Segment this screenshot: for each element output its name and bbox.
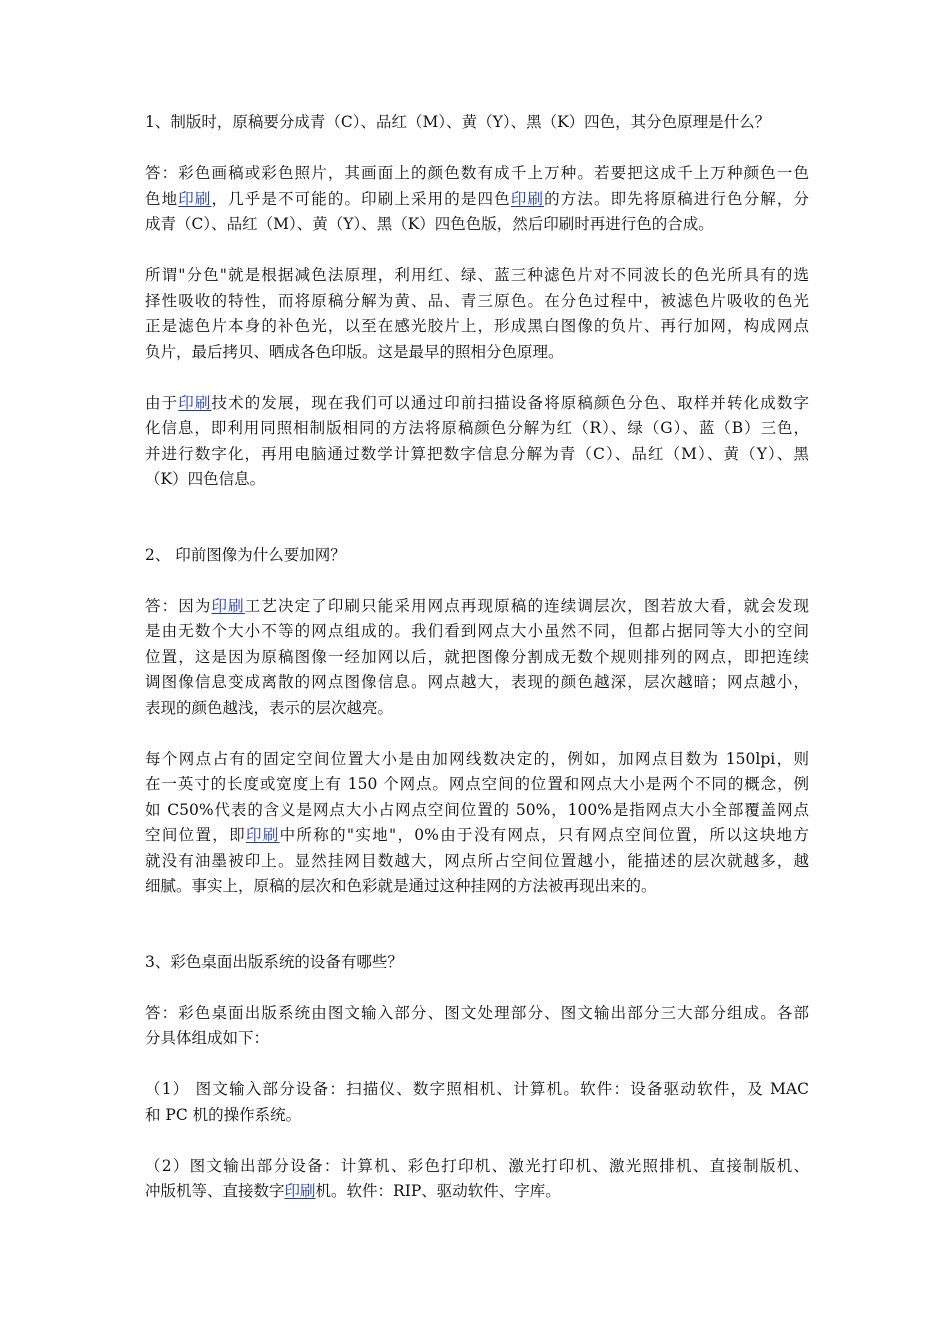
q2-answer-paragraph-1 <box>145 594 809 722</box>
text-span: 由于 <box>145 393 179 412</box>
paragraph-line: 并进行数字化，再用电脑通过数学计算把数字信息分解为青（C）、品红（M）、黄（Y）、黑 <box>145 444 809 463</box>
paragraph-line: 分具体组成如下： <box>145 1029 270 1047</box>
paragraph-line: 调图像信息变成离散的网点图像信息。网点越大，表现的颜色越深，层次越暗；网点越小， <box>145 673 809 691</box>
text-span: 的方法。即先将原稿进行色分解，分 <box>544 189 809 208</box>
paragraph-line: （1） 图文输入部分设备：扫描仪、数字照相机、计算机。软件：设备驱动软件，及 MAC <box>145 1080 809 1098</box>
paragraph-line: 表现的颜色越浅，表示的层次越亮。 <box>145 698 394 717</box>
text-span: 中所称的"实地"，0%由于没有网点，只有网点空间位置，所以这块地方 <box>279 826 809 844</box>
paragraph-line: 位置，这是因为原稿图像一经加网以后，就把图像分割成无数个规则排列的网点，即把连续 <box>145 647 809 666</box>
paragraph-line: 在一英寸的长度或宽度上有 150 个网点。网点空间的位置和网点大小是两个不同的概念，例 <box>145 775 809 793</box>
printing-link[interactable]: 印刷 <box>284 1182 316 1200</box>
q1-answer-paragraph-3 <box>145 391 809 493</box>
document-page <box>145 110 809 1205</box>
q2-answer-paragraph-2 <box>145 747 809 900</box>
text-span: 空间位置，即 <box>145 826 246 844</box>
paragraph-line <box>145 823 809 849</box>
paragraph-line: 化信息，即利用同照相制版相同的方法将原稿颜色分解为红（R）、绿（G）、蓝（B）三色， <box>145 419 809 437</box>
paragraph-line: （K）四色信息。 <box>145 470 266 488</box>
printing-link[interactable]: 印刷 <box>178 189 212 208</box>
paragraph-line: 每个网点占有的固定空间位置大小是由加网线数决定的，例如，加网点目数为 150lpi，则 <box>145 749 809 768</box>
text-span: 色地 <box>145 189 179 208</box>
paragraph-line: 就没有油墨被印上。显然挂网目数越大，网点所占空间位置越小，能描述的层次就越多，越 <box>145 851 809 870</box>
text-span: 工艺决定了印刷只能采用网点再现原稿的连续调层次，图若放大看，就会发现 <box>244 596 809 615</box>
paragraph-line <box>145 1179 809 1205</box>
printing-link[interactable]: 印刷 <box>510 189 545 208</box>
paragraph-line <box>145 594 809 620</box>
paragraph-line: 细腻。事实上，原稿的层次和色彩就是通过这种挂网的方法被再现出来的。 <box>145 877 657 895</box>
q1-answer-paragraph-1 <box>145 161 809 238</box>
paragraph-line: 如 C50%代表的含义是网点大小占网点空间位置的 50%，100%是指网点大小全部覆盖网点 <box>145 800 809 819</box>
paragraph-line: 正是滤色片本身的补色光，以至在感光胶片上，形成黑白图像的负片、再行加网，构成网点 <box>145 317 809 335</box>
q3-answer-paragraph-2 <box>145 1077 809 1128</box>
q3-answer-paragraph-3 <box>145 1154 809 1205</box>
printing-link[interactable]: 印刷 <box>211 596 245 615</box>
text-span: 机。软件：RIP、驱动软件、字库。 <box>315 1182 561 1200</box>
paragraph-line: （2）图文输出部分设备：计算机、彩色打印机、激光打印机、激光照排机、直接制版机、 <box>145 1156 809 1175</box>
paragraph-line: 是由无数个大小不等的网点组成的。我们看到网点大小虽然不同，但都占据同等大小的空间 <box>145 622 809 640</box>
question-2-heading: 2、 印前图像为什么要加网？ <box>145 545 346 564</box>
paragraph-line <box>145 391 809 417</box>
paragraph-line: 答：彩色画稿或彩色照片，其画面上的颜色数有成千上万种。若要把这成千上万种颜色一色 <box>145 164 809 182</box>
paragraph-line: 负片，最后拷贝、晒成各色印版。这是最早的照相分色原理。 <box>145 342 564 361</box>
text-span: 冲版机等、直接数字 <box>145 1182 285 1200</box>
text-span: 技术的发展，现在我们可以通过印前扫描设备将原稿颜色分色、取样并转化成数字 <box>211 393 809 412</box>
q1-answer-paragraph-2 <box>145 263 809 365</box>
text-span: 答：因为 <box>145 596 212 615</box>
paragraph-line: 所谓"分色"就是根据减色法原理，利用红、绿、蓝三种滤色片对不同波长的色光所具有的选 <box>145 266 809 284</box>
question-3-heading: 3、彩色桌面出版系统的设备有哪些？ <box>145 952 403 971</box>
paragraph-line <box>145 187 809 213</box>
question-1-heading: 1、制版时，原稿要分成青（C）、品红（M）、黄（Y）、黑（K）四色，其分色原理是什么？ <box>145 113 771 131</box>
paragraph-line: 答：彩色桌面出版系统由图文输入部分、图文处理部分、图文输出部分三大部分组成。各部 <box>145 1003 809 1022</box>
q3-answer-paragraph-1 <box>145 1001 809 1052</box>
paragraph-line: 择性吸收的特性，而将原稿分解为黄、品、青三原色。在分色过程中，被滤色片吸收的色光 <box>145 291 809 310</box>
printing-link[interactable]: 印刷 <box>178 393 212 412</box>
paragraph-line: 成青（C）、品红（M）、黄（Y）、黑（K）四色色版，然后印刷时再进行色的合成。 <box>145 215 714 233</box>
text-span: ，几乎是不可能的。印刷上采用的是四色 <box>211 189 511 208</box>
paragraph-line: 和 PC 机的操作系统。 <box>145 1105 302 1124</box>
printing-link[interactable]: 印刷 <box>245 826 280 844</box>
